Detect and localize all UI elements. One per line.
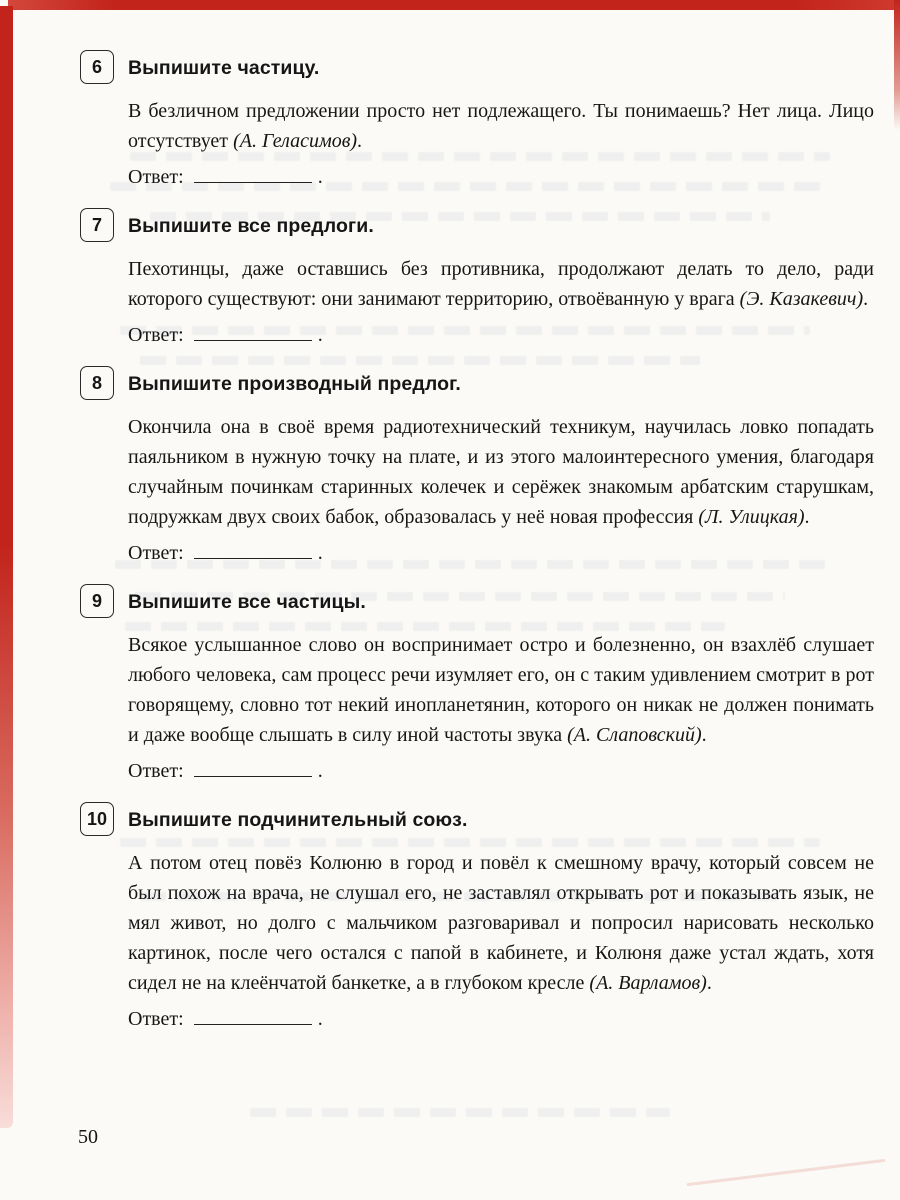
exercise-number: 10: [86, 808, 108, 829]
exercise-passage: Пехотинцы, даже оставшись без противника, продолжают делать то дело, ради которого существуют: они занимают территорию, отвоёванную у врага: [128, 258, 874, 310]
exercise-8: [80, 366, 874, 568]
exercise-number-box: [80, 208, 114, 242]
exercise-passage: В безличном предложении просто нет подлежащего. Ты понимаешь? Нет лица. Лицо отсутствует: [128, 100, 874, 152]
answer-label: Ответ:: [128, 166, 184, 188]
answer-suffix: .: [317, 542, 323, 564]
answer-suffix: .: [317, 1008, 323, 1030]
exercise-text: [128, 848, 874, 998]
answer-line: [128, 538, 874, 568]
exercise-author: (Л. Улицкая): [698, 506, 805, 528]
answer-suffix: .: [317, 166, 323, 188]
answer-suffix: .: [317, 324, 323, 346]
exercise-text: [128, 254, 874, 314]
answer-line: [128, 1004, 874, 1034]
page-number: 50: [78, 1126, 98, 1148]
exercise-10: [80, 802, 874, 1034]
exercise-author: (Э. Казакевич): [739, 288, 864, 310]
answer-label: Ответ:: [128, 542, 184, 564]
answer-blank: [194, 162, 312, 183]
exercise-passage: Всякое услышанное слово он воспринимает остро и болезненно, он взахлёб слушает любого человека, сам процесс речи изумляет его, он с таким удивлением смотрит в рот говорящему, словно тот некий инопланетянин, которого он никак не должен понимать и даже вообще слышать в силу иной частоты звука: [128, 634, 874, 746]
red-cover-edge-right: [894, 0, 900, 130]
exercise-passage: Окончила она в своё время радиотехнический техникум, научилась ловко попадать паяльником в нужную точку на плате, и из этого малоинтересного умения, благодаря случайным починкам старинных колечек и серёжек знакомым арбатским старушкам, подружкам двух своих бабок, образовалась у неё новая профессия: [128, 416, 874, 528]
answer-suffix: .: [317, 760, 323, 782]
answer-line: [128, 162, 874, 192]
exercise-author: (А. Варламов): [589, 972, 707, 994]
exercise-number-box: [80, 802, 114, 836]
exercise-number: 7: [91, 214, 102, 235]
exercise-title: Выпишите подчинительный союз.: [128, 808, 468, 831]
exercise-title: Выпишите все частицы.: [128, 590, 366, 613]
exercise-title: Выпишите частицу.: [128, 56, 320, 79]
answer-blank: [194, 756, 312, 777]
exercise-number: 9: [91, 590, 102, 611]
exercise-title: Выпишите все предлоги.: [128, 214, 374, 237]
red-cover-edge-top: [8, 0, 900, 10]
answer-label: Ответ:: [128, 760, 184, 782]
exercise-text: [128, 96, 874, 156]
exercise-number: 8: [91, 372, 102, 393]
exercise-text: [128, 630, 874, 750]
exercise-9: [80, 584, 874, 786]
answer-line: [128, 756, 874, 786]
answer-blank: [194, 320, 312, 341]
answer-label: Ответ:: [128, 1008, 184, 1030]
exercise-author: (А. Слаповский): [567, 724, 702, 746]
exercise-title: Выпишите производный предлог.: [128, 372, 461, 395]
exercise-text: [128, 412, 874, 532]
exercise-suffix: .: [357, 130, 363, 152]
answer-label: Ответ:: [128, 324, 184, 346]
exercise-number-box: [80, 50, 114, 84]
bleedthrough-artifact: [250, 1108, 670, 1117]
exercise-number: 6: [91, 56, 102, 77]
exercise-suffix: .: [706, 972, 712, 994]
answer-blank: [194, 1004, 312, 1025]
exercise-number-box: [80, 584, 114, 618]
answer-line: [128, 320, 874, 350]
exercise-6: [80, 50, 874, 192]
exercise-author: (А. Геласимов): [233, 130, 358, 152]
red-cover-edge-left: [0, 6, 13, 1128]
exercise-7: [80, 208, 874, 350]
exercise-suffix: .: [863, 288, 869, 310]
exercise-suffix: .: [701, 724, 707, 746]
exercise-suffix: .: [804, 506, 810, 528]
exercise-number-box: [80, 366, 114, 400]
exercises-list: [80, 50, 874, 1034]
answer-blank: [194, 538, 312, 559]
exercise-passage: А потом отец повёз Колюню в город и повёл к смешному врачу, который совсем не был похож на врача, не слушал его, не заставлял открывать рот и показывать язык, не мял живот, но долго с мальчиком разговаривал и попросил нарисовать несколько картинок, после чего остался с папой в кабинете, и Колюня даже устал ждать, хотя сидел не на клеёнчатой банкетке, а в глубоком кресле: [128, 852, 874, 994]
